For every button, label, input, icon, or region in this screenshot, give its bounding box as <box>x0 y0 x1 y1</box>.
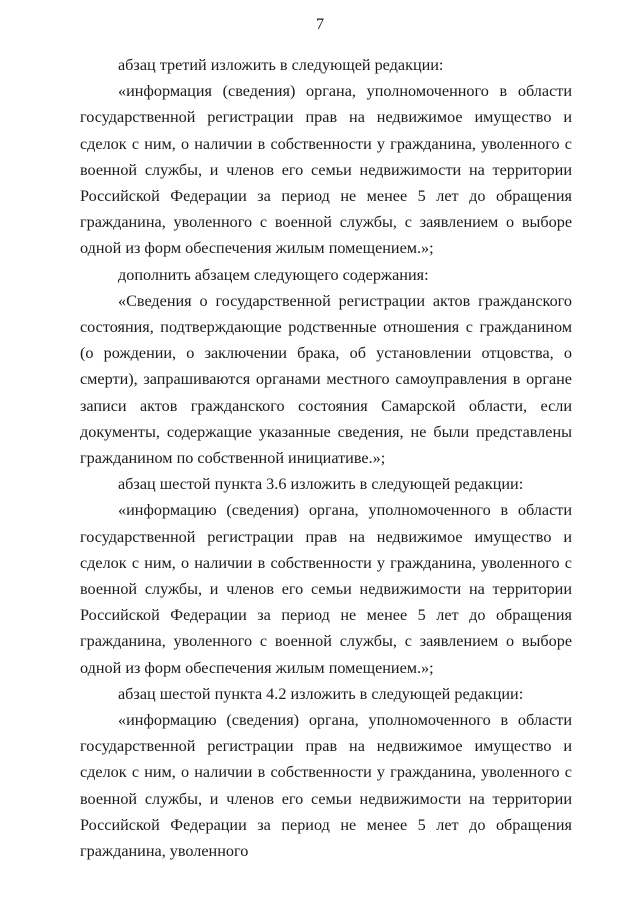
paragraph-intro-abzac-tretiy: абзац третий изложить в следующей редакции: <box>118 56 444 74</box>
paragraph-quote-svedeniya: «Сведения о государственной регистрации актов гражданского состояния, подтверждающие родственные отношения с гражданином (о рождении, о заключении брака, об установлении отцовства, о смерти), запрашиваются органами местного самоуправления в органе записи актов гражданского состояния Самарской области, если документы, содержащие указанные сведения, не были представлены гражданином по собственной инициативе.»; <box>80 291 572 468</box>
paragraph-intro-punkt-4-2: абзац шестой пункта 4.2 изложить в следующей редакции: <box>118 684 524 703</box>
paragraph-intro-punkt-3-6: абзац шестой пункта 3.6 изложить в следующей редакции: <box>118 475 524 494</box>
page-number: 7 <box>316 16 324 33</box>
paragraph-intro-dopolnit: дополнить абзацем следующего содержания: <box>118 265 429 284</box>
paragraph-quote-informaciyu-4-2: «информацию (сведения) органа, уполномоченного в области государственной регистрации прав на недвижимое имущество и сделок с ним, о наличии в собственности у гражданина, уволенного с военной службы, и членов его семьи недвижимости на территории Российской Федерации за период не менее 5 лет до обращения гражданина, уволенного <box>80 711 572 861</box>
paragraph-quote-informaciya: «информация (сведения) органа, уполномоченного в области государственной регистрации прав на недвижимое имущество и сделок с ним, о наличии в собственности у гражданина, уволенного с военной службы, и членов его семьи недвижимости на территории Российской Федерации за период не менее 5 лет до обращения гражданина, уволенного с военной службы, с заявлением о выборе одной из форм обеспечения жилым помещением.»; <box>80 82 572 258</box>
document-body <box>80 52 572 864</box>
paragraph-quote-informaciyu-3-6: «информацию (сведения) органа, уполномоченного в области государственной регистрации прав на недвижимое имущество и сделок с ним, о наличии в собственности у гражданина, уволенного с военной службы, и членов его семьи недвижимости на территории Российской Федерации за период не менее 5 лет до обращения гражданина, уволенного с военной службы, с заявлением о выборе одной из форм обеспечения жилым помещением.»; <box>80 501 572 677</box>
